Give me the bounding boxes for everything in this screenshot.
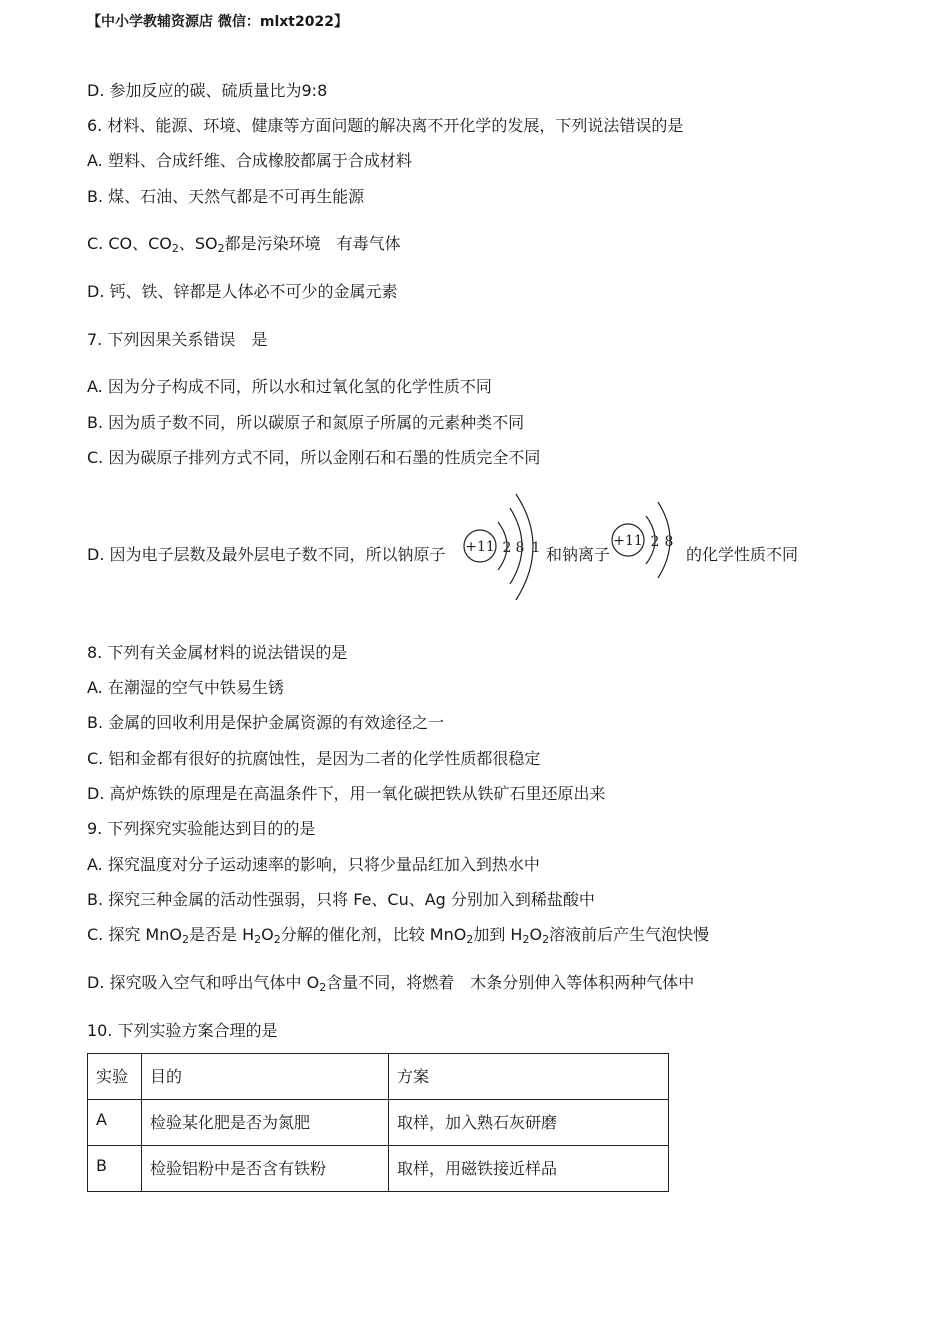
sodium-atom-diagram	[460, 488, 548, 604]
q8-option-c: C. 铝和金都有很好的抗腐蚀性，是因为二者的化学性质都很稳定	[87, 749, 541, 768]
q5-option-d: D. 参加反应的碳、硫质量比为9:8	[87, 81, 328, 100]
q9-option-a: A. 探究温度对分子运动速率的影响，只将少量品红加入到热水中	[87, 855, 540, 874]
q7-option-d-suffix: 的化学性质不同	[686, 545, 799, 564]
table-header-row	[88, 1054, 669, 1100]
table-row	[88, 1100, 669, 1146]
q7-option-b: B. 因为质子数不同，所以碳原子和氮原子所属的元素种类不同	[87, 413, 525, 432]
sodium-ion-diagram	[610, 488, 680, 592]
q9-stem: 9. 下列探究实验能达到目的的是	[87, 819, 316, 838]
q6-option-d: D. 钙、铁、锌都是人体必不可少的金属元素	[87, 282, 398, 301]
q8-stem: 8. 下列有关金属材料的说法错误的是	[87, 643, 348, 662]
q10-stem: 10. 下列实验方案合理的是	[87, 1021, 278, 1040]
q9-option-b: B. 探究三种金属的活动性强弱，只将 Fe、Cu、Ag 分别加入到稀盐酸中	[87, 890, 595, 909]
q7-option-c: C. 因为碳原子排列方式不同，所以金刚石和石墨的性质完全不同	[87, 448, 541, 467]
q8-option-b: B. 金属的回收利用是保护金属资源的有效途径之一	[87, 713, 445, 732]
q10-table	[87, 1053, 669, 1192]
q7-option-a: A. 因为分子构成不同，所以水和过氧化氢的化学性质不同	[87, 377, 492, 396]
sodium-ion-shell-2: 8	[664, 534, 674, 550]
q6-stem: 6. 材料、能源、环境、健康等方面问题的解决离不开化学的发展，下列说法错误的是	[87, 116, 684, 135]
q6-option-b: B. 煤、石油、天然气都是不可再生能源	[87, 187, 365, 206]
table-row	[88, 1146, 669, 1192]
table-cell: 检验铝粉中是否含有铁粉	[142, 1146, 389, 1192]
table-cell: 检验某化肥是否为氮肥	[142, 1100, 389, 1146]
table-cell: B	[88, 1146, 142, 1192]
sodium-atom-shell-1: 2	[502, 540, 512, 556]
q9-option-d: D. 探究吸入空气和呼出气体中 $O_2$含量不同，将燃着 木条分别伸入等体积两种气体中	[87, 973, 695, 994]
q8-option-d: D. 高炉炼铁的原理是在高温条件下，用一氧化碳把铁从铁矿石里还原出来	[87, 784, 606, 803]
q6-option-a: A. 塑料、合成纤维、合成橡胶都属于合成材料	[87, 151, 412, 170]
table-header-cell: 目的	[142, 1054, 389, 1100]
table-header-cell: 实验	[88, 1054, 142, 1100]
table-cell: 取样，加入熟石灰研磨	[389, 1100, 669, 1146]
q8-option-a: A. 在潮湿的空气中铁易生锈	[87, 678, 284, 697]
q7-option-d-prefix: D. 因为电子层数及最外层电子数不同，所以钠原子	[87, 545, 446, 564]
q7-stem: 7. 下列因果关系错误 是	[87, 330, 268, 349]
sodium-ion-shell-1: 2	[650, 534, 660, 550]
sodium-ion-nucleus-label: +11	[613, 533, 643, 549]
sodium-atom-shell-2: 8	[515, 540, 525, 556]
sodium-atom-nucleus-label: +11	[465, 539, 495, 555]
q7-option-d-middle: 和钠离子	[546, 545, 611, 564]
table-header-cell: 方案	[389, 1054, 669, 1100]
page-header: 【中小学教辅资源店 微信：mlxt2022】	[87, 14, 348, 30]
sodium-atom-shell-3: 1	[531, 540, 541, 556]
table-cell: A	[88, 1100, 142, 1146]
q9-option-c: C. 探究 MnO$_2$是否是 $H_2O_2$分解的催化剂，比较 MnO$_2$加到 $H_2O_2$溶液前后产生气泡快慢	[87, 925, 710, 946]
table-cell: 取样，用磁铁接近样品	[389, 1146, 669, 1192]
q6-option-c: C. CO、$CO_2$、$SO_2$都是污染环境 有毒气体	[87, 234, 401, 255]
